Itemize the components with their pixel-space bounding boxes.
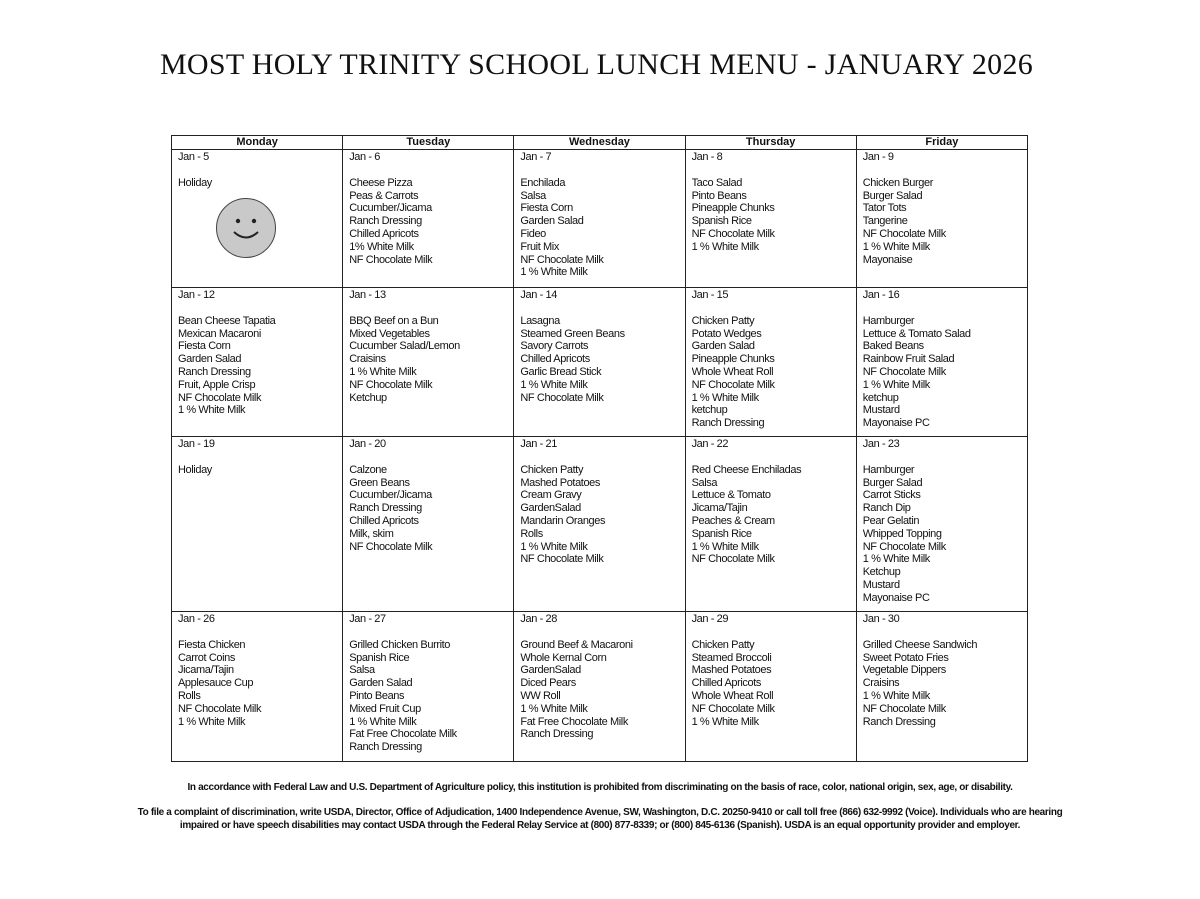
- menu-item: Taco Salad: [691, 176, 742, 189]
- menu-item: Fiesta Corn: [520, 202, 573, 215]
- day-cell-thursday: [685, 612, 856, 762]
- menu-item: Chilled Apricots: [349, 227, 419, 240]
- menu-item: Diced Pears: [520, 677, 576, 690]
- nondiscrimination-statement: In accordance with Federal Law and U.S. Department of Agriculture policy, this institution is prohibited from discriminating on the basis of race, color, national origin, sex, age, or disability.: [187, 782, 1013, 793]
- menu-item: 1 % White Milk: [691, 240, 759, 253]
- menu-item-list: [692, 177, 850, 254]
- day-date: Jan - 20: [349, 438, 386, 450]
- day-date: Jan - 5: [178, 151, 209, 163]
- day-cell-wednesday: [514, 150, 685, 288]
- week-row: [172, 437, 1028, 612]
- menu-body: [172, 150, 1028, 762]
- menu-item: Enchilada: [520, 176, 566, 189]
- menu-item: ketchup: [691, 404, 728, 417]
- day-cell-wednesday: [514, 612, 685, 762]
- day-date: Jan - 26: [178, 613, 215, 625]
- day-cell-friday: [856, 150, 1027, 288]
- menu-item: Garlic Bread Stick: [520, 365, 602, 378]
- menu-item: 1% White Milk: [349, 240, 414, 253]
- day-cell-thursday: [685, 437, 856, 612]
- menu-item: Lettuce & Tomato: [691, 489, 771, 502]
- menu-item: Peaches & Cream: [691, 514, 775, 527]
- menu-item: Ground Beef & Macaroni: [520, 638, 633, 651]
- menu-item: Garden Salad: [691, 340, 755, 353]
- menu-item: BBQ Beef on a Bun: [349, 314, 439, 327]
- menu-item: 1 % White Milk: [178, 715, 246, 728]
- menu-item: Peas & Carrots: [349, 189, 419, 202]
- menu-item-list: [863, 177, 1021, 267]
- menu-item: Salsa: [349, 664, 375, 677]
- menu-item: Cucumber/Jicama: [349, 489, 432, 502]
- menu-item: Pineapple Chunks: [691, 202, 775, 215]
- menu-item: Ranch Dressing: [178, 365, 251, 378]
- header-friday: Friday: [856, 136, 1027, 150]
- menu-item: Ketchup: [862, 566, 901, 579]
- day-cell-friday: [856, 612, 1027, 762]
- day-cell-tuesday: [343, 288, 514, 437]
- page-title: MOST HOLY TRINITY SCHOOL LUNCH MENU - JANUARY 2026: [159, 48, 1034, 81]
- menu-item: Whole Kernal Corn: [520, 651, 607, 664]
- weekday-header-row: [172, 136, 1028, 150]
- menu-item-list: [178, 639, 336, 729]
- menu-item: Grilled Cheese Sandwich: [862, 638, 978, 651]
- menu-item: NF Chocolate Milk: [862, 365, 946, 378]
- menu-item: Hamburger: [862, 314, 915, 327]
- day-cell-tuesday: [343, 437, 514, 612]
- menu-item-list: [863, 464, 1021, 605]
- day-date: Jan - 12: [178, 289, 215, 301]
- day-cell-wednesday: [514, 288, 685, 437]
- menu-item: Lasagna: [520, 314, 560, 327]
- menu-item-list: [178, 177, 336, 190]
- menu-item: Mashed Potatoes: [691, 664, 772, 677]
- menu-item: Holiday: [178, 176, 212, 189]
- day-cell-monday: [172, 288, 343, 437]
- day-cell-friday: [856, 288, 1027, 437]
- menu-item: 1 % White Milk: [691, 540, 759, 553]
- menu-item-list: [520, 464, 678, 566]
- menu-item: Calzone: [349, 463, 387, 476]
- menu-item: Fideo: [520, 227, 546, 240]
- menu-item: Baked Beans: [862, 340, 924, 353]
- menu-item: Chicken Burger: [862, 176, 933, 189]
- smiley-face-icon: [216, 198, 276, 258]
- menu-item: Mayonaise: [862, 253, 913, 266]
- menu-item: Vegetable Dippers: [862, 664, 946, 677]
- menu-item: NF Chocolate Milk: [349, 540, 433, 553]
- menu-item: Rainbow Fruit Salad: [862, 353, 955, 366]
- day-date: Jan - 14: [520, 289, 557, 301]
- menu-item: Pear Gelatin: [862, 514, 920, 527]
- menu-item: Mayonaise PC: [862, 591, 930, 604]
- menu-item: Craisins: [862, 677, 900, 690]
- menu-item-list: [863, 315, 1021, 430]
- menu-item-list: [178, 315, 336, 417]
- menu-item: Grilled Chicken Burrito: [349, 638, 451, 651]
- menu-item: Steamed Broccoli: [691, 651, 772, 664]
- menu-item: 1 % White Milk: [349, 715, 417, 728]
- menu-item: Savory Carrots: [520, 340, 589, 353]
- menu-item: Tator Tots: [862, 202, 907, 215]
- menu-item: Sweet Potato Fries: [862, 651, 949, 664]
- menu-item: 1 % White Milk: [349, 365, 417, 378]
- menu-item: 1 % White Milk: [691, 391, 759, 404]
- menu-item: Carrot Sticks: [862, 489, 921, 502]
- menu-item: Chicken Patty: [520, 463, 584, 476]
- day-date: Jan - 7: [520, 151, 552, 163]
- day-date: Jan - 27: [349, 613, 386, 625]
- menu-item: Green Beans: [349, 476, 410, 489]
- menu-item: Pinto Beans: [691, 189, 747, 202]
- menu-item: Milk, skim: [349, 527, 394, 540]
- menu-item-list: [349, 464, 507, 554]
- menu-item: Mashed Potatoes: [520, 476, 600, 489]
- menu-item: Chilled Apricots: [520, 353, 590, 366]
- menu-item: 1 % White Milk: [862, 240, 930, 253]
- menu-item: Mayonaise PC: [862, 417, 930, 430]
- menu-item: Burger Salad: [862, 476, 923, 489]
- menu-item: NF Chocolate Milk: [862, 540, 946, 553]
- menu-item: Chicken Patty: [691, 314, 755, 327]
- menu-item: Bean Cheese Tapatia: [178, 314, 276, 327]
- menu-item: 1 % White Milk: [862, 689, 930, 702]
- menu-item: Fiesta Chicken: [178, 638, 246, 651]
- day-date: Jan - 28: [520, 613, 557, 625]
- menu-item: Applesauce Cup: [178, 677, 254, 690]
- menu-item: 1 % White Milk: [520, 540, 588, 553]
- menu-item: Cream Gravy: [520, 489, 582, 502]
- menu-item: Pineapple Chunks: [691, 353, 775, 366]
- menu-item: Jicama/Tajin: [178, 664, 234, 677]
- menu-item: 1 % White Milk: [520, 266, 588, 279]
- menu-item-list: [692, 464, 850, 566]
- menu-item: Lettuce & Tomato Salad: [862, 327, 971, 340]
- menu-item: NF Chocolate Milk: [691, 378, 775, 391]
- lunch-menu-table: [171, 135, 1028, 762]
- menu-item: Mustard: [862, 404, 900, 417]
- menu-item: NF Chocolate Milk: [691, 702, 775, 715]
- menu-item: 1 % White Milk: [520, 702, 588, 715]
- menu-item: Fruit Mix: [520, 240, 559, 253]
- menu-item: ketchup: [862, 391, 899, 404]
- day-cell-wednesday: [514, 437, 685, 612]
- day-cell-friday: [856, 437, 1027, 612]
- header-wednesday: Wednesday: [514, 136, 685, 150]
- day-date: Jan - 9: [862, 151, 894, 163]
- menu-item: Salsa: [691, 476, 718, 489]
- day-date: Jan - 22: [691, 438, 729, 450]
- menu-item: NF Chocolate Milk: [862, 702, 946, 715]
- menu-item-list: [692, 639, 850, 729]
- menu-item-list: [349, 177, 507, 267]
- menu-item: Ranch Dressing: [520, 728, 594, 741]
- menu-item: Mustard: [862, 578, 900, 591]
- menu-item-list: [863, 639, 1021, 729]
- menu-item: NF Chocolate Milk: [520, 553, 604, 566]
- day-date: Jan - 16: [862, 289, 900, 301]
- menu-item: Tangerine: [862, 215, 908, 228]
- menu-item: Fat Free Chocolate Milk: [520, 715, 628, 728]
- menu-item: NF Chocolate Milk: [862, 227, 946, 240]
- menu-item: Holiday: [178, 463, 212, 476]
- menu-item-list: [520, 177, 678, 279]
- menu-item: Whole Wheat Roll: [691, 365, 774, 378]
- menu-item-list: [520, 315, 678, 405]
- menu-item: Spanish Rice: [349, 651, 410, 664]
- menu-item-list: [520, 639, 678, 741]
- day-cell-monday: [172, 437, 343, 612]
- day-cell-thursday: [685, 150, 856, 288]
- menu-item: NF Chocolate Milk: [691, 553, 775, 566]
- menu-item: 1 % White Milk: [862, 378, 930, 391]
- menu-item: Ranch Dressing: [349, 215, 422, 228]
- menu-item: NF Chocolate Milk: [691, 227, 775, 240]
- menu-item: Mixed Fruit Cup: [349, 702, 421, 715]
- menu-item: Rolls: [520, 527, 543, 540]
- menu-item: Chilled Apricots: [691, 677, 761, 690]
- day-cell-monday: [172, 612, 343, 762]
- day-date: Jan - 8: [691, 151, 723, 163]
- week-row: [172, 150, 1028, 288]
- menu-item: Cucumber Salad/Lemon: [349, 340, 460, 353]
- day-cell-thursday: [685, 288, 856, 437]
- menu-item: Rolls: [178, 689, 201, 702]
- day-cell-tuesday: [343, 612, 514, 762]
- day-date: Jan - 21: [520, 438, 557, 450]
- menu-item: Garden Salad: [349, 677, 413, 690]
- menu-item: Ranch Dressing: [691, 417, 765, 430]
- day-date: Jan - 15: [691, 289, 729, 301]
- menu-item: Ranch Dressing: [349, 741, 422, 754]
- header-thursday: Thursday: [685, 136, 856, 150]
- menu-item: NF Chocolate Milk: [178, 391, 262, 404]
- menu-item: GardenSalad: [520, 502, 581, 515]
- menu-item: Chicken Patty: [691, 638, 755, 651]
- day-date: Jan - 23: [862, 438, 900, 450]
- menu-item-list: [178, 464, 336, 477]
- menu-item: Spanish Rice: [691, 527, 752, 540]
- day-cell-monday: [172, 150, 343, 288]
- menu-item: 1 % White Milk: [691, 715, 759, 728]
- menu-item: Salsa: [520, 189, 546, 202]
- day-date: Jan - 19: [178, 438, 215, 450]
- menu-item: 1 % White Milk: [862, 553, 930, 566]
- menu-item: Mexican Macaroni: [178, 327, 261, 340]
- menu-item: Mandarin Oranges: [520, 514, 606, 527]
- menu-item: Fat Free Chocolate Milk: [349, 728, 457, 741]
- menu-item: Fruit, Apple Crisp: [178, 378, 256, 391]
- menu-item: Ketchup: [349, 391, 387, 404]
- header-monday: Monday: [172, 136, 343, 150]
- day-date: Jan - 6: [349, 151, 381, 163]
- week-row: [172, 612, 1028, 762]
- menu-item: Pinto Beans: [349, 689, 405, 702]
- menu-item: Spanish Rice: [691, 215, 752, 228]
- menu-item: Cheese Pizza: [349, 176, 413, 189]
- menu-item: Ranch Dip: [862, 502, 911, 515]
- week-row: [172, 288, 1028, 437]
- menu-item: Cucumber/Jicama: [349, 202, 432, 215]
- menu-item: 1 % White Milk: [178, 404, 246, 417]
- menu-item: Ranch Dressing: [862, 715, 936, 728]
- menu-item: WW Roll: [520, 689, 561, 702]
- menu-item: Chilled Apricots: [349, 514, 419, 527]
- menu-item: 1 % White Milk: [520, 378, 588, 391]
- menu-item: Whipped Topping: [862, 527, 942, 540]
- menu-item: Whole Wheat Roll: [691, 689, 774, 702]
- menu-item: Red Cheese Enchiladas: [691, 463, 802, 476]
- menu-item: GardenSalad: [520, 664, 581, 677]
- menu-item: Hamburger: [862, 463, 915, 476]
- menu-item-list: [349, 639, 507, 754]
- day-cell-tuesday: [343, 150, 514, 288]
- header-tuesday: Tuesday: [343, 136, 514, 150]
- menu-item: NF Chocolate Milk: [349, 253, 433, 266]
- complaint-instructions: To file a complaint of discrimination, write USDA, Director, Office of Adjudication, 1400 Independence Avenue, SW, Washington, D.C. 20250-9410 or call toll free (866) 632-9992 (Voice). Individuals who are hearing impaired or have speech disabilities may contact USDA through the Federal Relay Service at (800) 877-8339; or (800) 845-6136 (Spanish). USDA is an equal opportunity provider and employer.: [137, 807, 1063, 831]
- day-date: Jan - 29: [691, 613, 729, 625]
- menu-item: Fiesta Corn: [178, 340, 231, 353]
- menu-item: Craisins: [349, 353, 386, 366]
- day-date: Jan - 13: [349, 289, 386, 301]
- menu-item: Mixed Vegetables: [349, 327, 430, 340]
- menu-item-list: [692, 315, 850, 430]
- menu-item: NF Chocolate Milk: [178, 702, 262, 715]
- menu-item: Steamed Green Beans: [520, 327, 625, 340]
- menu-item: Potato Wedges: [691, 327, 762, 340]
- menu-item: Garden Salad: [178, 353, 242, 366]
- menu-item: Ranch Dressing: [349, 502, 422, 515]
- menu-item-list: [349, 315, 507, 405]
- menu-item: NF Chocolate Milk: [349, 378, 433, 391]
- menu-item: Carrot Coins: [178, 651, 235, 664]
- menu-item: NF Chocolate Milk: [520, 253, 604, 266]
- menu-item: Garden Salad: [520, 215, 584, 228]
- menu-item: Burger Salad: [862, 189, 923, 202]
- day-date: Jan - 30: [862, 613, 900, 625]
- menu-item: NF Chocolate Milk: [520, 391, 604, 404]
- menu-item: Jicama/Tajin: [691, 502, 748, 515]
